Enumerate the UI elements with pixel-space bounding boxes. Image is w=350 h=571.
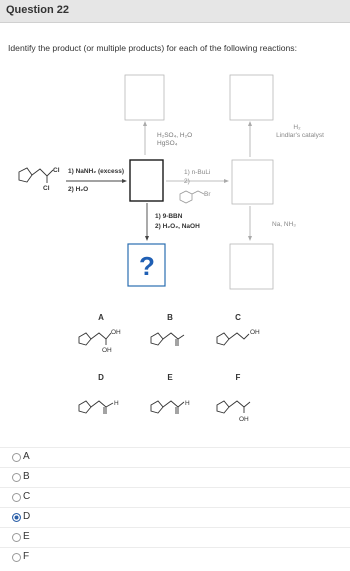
radio-c[interactable] [12,493,21,502]
option-a-label: A [23,451,30,462]
arrow-up-right-head [248,121,252,126]
arrow-right-head [224,179,229,183]
answer-letter-f: F [235,373,241,382]
option-f-label: F [23,551,30,562]
radio-f[interactable] [12,553,21,562]
option-b-label: B [23,471,30,482]
option-f[interactable] [0,547,350,568]
option-b[interactable] [0,467,350,488]
structure-a-oh-bottom: OH [102,347,112,354]
structure-d-h: H [114,400,119,407]
answer-letter-b: B [167,313,173,322]
radio-e[interactable] [12,533,21,542]
option-a[interactable] [0,447,350,468]
top-center-answer-box[interactable] [125,75,164,120]
radio-a[interactable] [12,453,21,462]
center-answer-box[interactable] [130,160,163,201]
step1-line1: 1) NaNH₂ (excess) [68,168,124,175]
start-cl-bottom: Cl [43,185,50,192]
top-right-reagent-line1: H₂ [293,124,301,131]
right-reagent-line2: 2) [184,178,190,185]
top-right-answer-box[interactable] [230,75,273,120]
structure-e [151,401,184,414]
right-reagent-br: Br [204,191,211,198]
structure-b [151,333,184,346]
bromide-reagent [180,191,204,203]
arrow-step1-head [122,179,127,183]
arrow-down-center-head [145,236,149,241]
structure-c-oh: OH [250,329,260,336]
top-right-reagent-line2: Lindlar's catalyst [276,132,324,139]
option-d-label: D [23,511,31,522]
step1-line2: 2) H₂O [68,186,89,193]
up-reagent-line2: HgSO₄ [157,140,178,147]
option-d[interactable] [0,507,350,528]
starting-material [19,168,53,183]
option-c[interactable] [0,487,350,508]
arrow-down-right-head [248,236,252,241]
structure-a-oh-top: OH [111,329,121,336]
answer-letter-c: C [235,313,241,322]
option-e[interactable] [0,527,350,548]
down-reagent-line1: 1) 9-BBN [155,213,183,220]
option-e-label: E [23,531,30,542]
right-middle-answer-box[interactable] [232,160,273,204]
right-reagent-line1: 1) n-BuLi [184,169,211,176]
radio-b[interactable] [12,473,21,482]
down-reagent-line2: 2) H₂O₂, NaOH [155,223,200,230]
question-title: Question 22 [6,4,69,16]
question-prompt: Identify the product (or multiple products) for each of the following reactions: [8,43,297,53]
start-cl-top: Cl [53,167,60,174]
structure-a [79,333,111,345]
bottom-right-answer-box[interactable] [230,244,273,289]
up-reagent-line1: H₂SO₄, H₂O [157,132,193,139]
structure-c [217,333,249,345]
answer-letter-e: E [167,373,173,382]
structure-e-h: H [185,400,190,407]
arrow-up-center-head [143,121,147,126]
structure-d [79,401,113,414]
radio-d[interactable] [12,513,21,522]
bottom-right-reagent: Na, NH₃ [272,221,296,228]
structure-f [217,401,250,413]
structure-f-oh: OH [239,416,249,423]
answer-letter-a: A [98,313,104,322]
unknown-question-mark: ? [139,251,155,281]
option-c-label: C [23,491,31,502]
answer-letter-d: D [98,373,104,382]
